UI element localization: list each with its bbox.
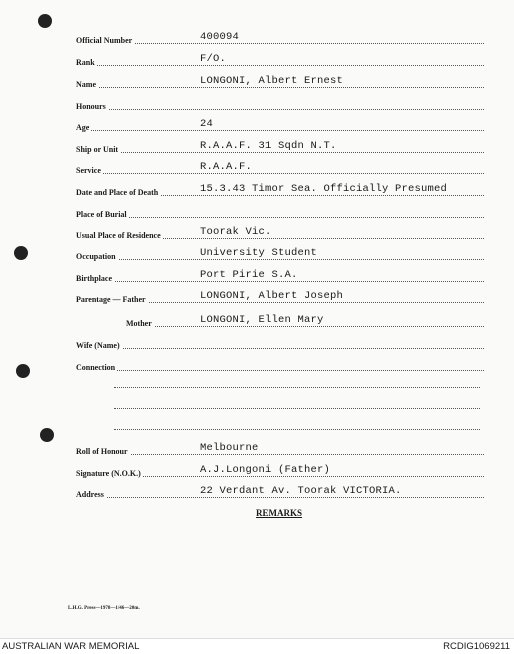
field-usual-residence <box>76 225 484 241</box>
field-label: Official Number <box>76 36 133 45</box>
field-label: Rank <box>76 58 95 67</box>
field-date-place-death <box>76 182 484 198</box>
field-occupation <box>76 246 484 262</box>
field-name <box>76 74 484 90</box>
punch-hole <box>16 364 30 378</box>
field-honours <box>76 96 484 112</box>
field-label: Wife (Name) <box>76 341 120 350</box>
field-label: Date and Place of Death <box>76 188 159 197</box>
field-label: Name <box>76 80 96 89</box>
field-label: Mother <box>126 319 152 328</box>
field-label: Connection <box>76 363 116 372</box>
field-address <box>76 484 484 500</box>
field-place-of-burial <box>76 204 484 220</box>
field-label: Occupation <box>76 252 116 261</box>
field-label: Place of Burial <box>76 210 127 219</box>
field-value: 15.3.43 Timor Sea. Officially Presumed <box>200 183 448 195</box>
continuation-line <box>114 387 480 388</box>
field-value: LONGONI, Ellen Mary <box>200 314 324 326</box>
field-birthplace <box>76 268 484 284</box>
field-label: Birthplace <box>76 274 112 283</box>
field-value: R.A.A.F. <box>200 161 253 173</box>
remarks-heading: REMARKS <box>256 508 303 518</box>
field-value: University Student <box>200 247 318 259</box>
field-label: Roll of Honour <box>76 447 128 456</box>
field-ship-or-unit <box>76 139 484 155</box>
field-service <box>76 160 484 176</box>
field-wife <box>76 335 484 351</box>
field-label: Honours <box>76 102 106 111</box>
archive-footer <box>0 638 514 654</box>
field-label: Usual Place of Residence <box>76 231 161 240</box>
field-value: LONGONI, Albert Joseph <box>200 290 344 302</box>
footer-record-id: RCDIG1069211 <box>443 641 510 652</box>
field-label: Ship or Unit <box>76 145 119 154</box>
continuation-line <box>114 429 480 430</box>
printer-imprint: L.H.G. Press—1978—1/46—20m. <box>68 606 140 611</box>
field-label: Age <box>76 123 90 132</box>
field-value: 22 Verdant Av. Toorak VICTORIA. <box>200 485 402 497</box>
field-value: LONGONI, Albert Ernest <box>200 75 344 87</box>
field-mother <box>76 313 484 329</box>
footer-institution: AUSTRALIAN WAR MEMORIAL <box>2 641 140 652</box>
field-label: Parentage — Father <box>76 295 146 304</box>
field-rank <box>76 52 484 68</box>
punch-hole <box>38 14 52 28</box>
field-age <box>76 117 484 133</box>
field-value: 400094 <box>200 31 240 43</box>
field-label: Address <box>76 490 104 499</box>
field-value: Melbourne <box>200 442 259 454</box>
field-value: A.J.Longoni (Father) <box>200 464 331 476</box>
punch-hole <box>14 246 28 260</box>
field-connection <box>76 357 484 373</box>
field-value: F/O. <box>200 53 227 65</box>
field-label: Service <box>76 166 101 175</box>
field-value: R.A.A.F. 31 Sqdn N.T. <box>200 140 337 152</box>
field-roll-of-honour <box>76 441 484 457</box>
punch-hole <box>40 428 54 442</box>
field-signature-nok <box>76 463 484 479</box>
field-value: Port Pirie S.A. <box>200 269 298 281</box>
field-father <box>76 289 484 305</box>
field-official-number <box>76 30 484 46</box>
field-value: Toorak Vic. <box>200 226 272 238</box>
field-value: 24 <box>200 118 214 130</box>
field-label: Signature (N.O.K.) <box>76 469 141 478</box>
continuation-line <box>114 408 480 409</box>
